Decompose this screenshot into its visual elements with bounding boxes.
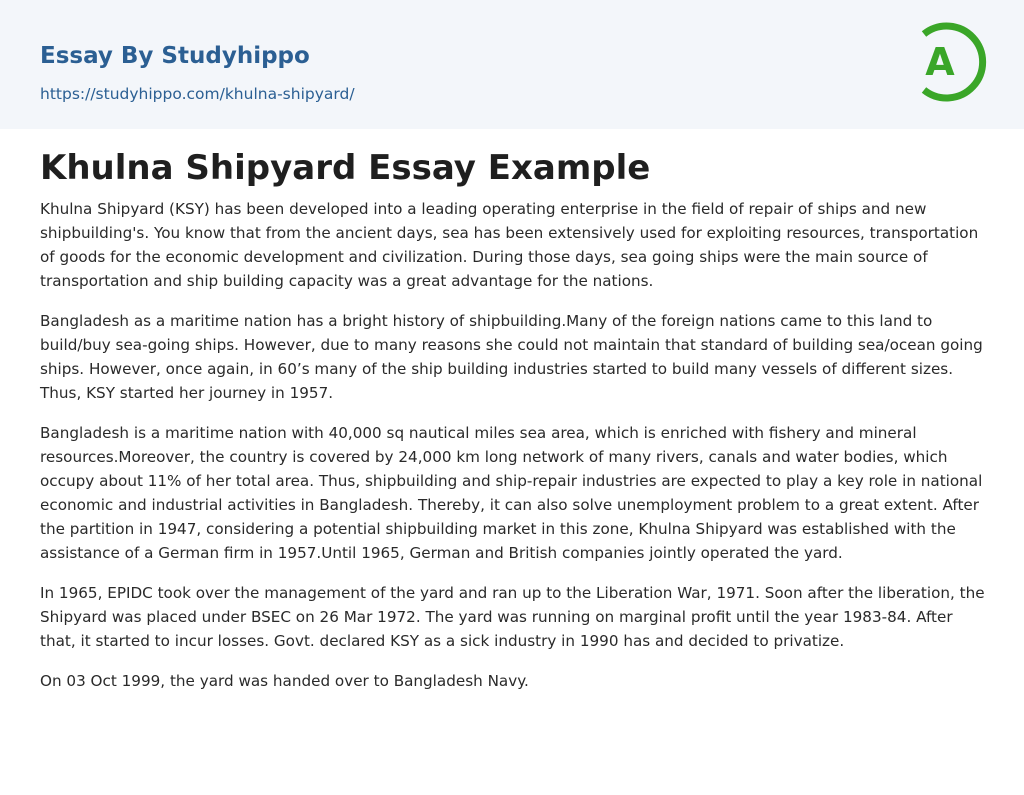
essay-paragraph: Khulna Shipyard (KSY) has been developed into a leading operating enterprise in the field of repair of ships and new shipbuilding's. You know that from the ancient days, sea has been extensively used for exploiting resources, transportation of goods for the economic development and civilization. During those days, sea going ships were the main source of transportation and ship building capacity was a great advantage for the nations. xyxy=(40,200,979,290)
logo-letter: A xyxy=(925,40,955,84)
site-header xyxy=(0,0,1024,129)
page-title: Khulna Shipyard Essay Example xyxy=(40,148,651,188)
essay-paragraph: In 1965, EPIDC took over the management of the yard and ran up to the Liberation War, 1971. Soon after the liberation, the Shipyard was placed under BSEC on 26 Mar 1972. The yard was running on marginal profit until the year 1983-84. After that, it started to incur losses. Govt. declared KSY as a sick industry in 1990 has and decided to privatize. xyxy=(40,584,985,650)
page-url-link[interactable]: https://studyhippo.com/khulna-shipyard/ xyxy=(40,85,355,103)
brand-title[interactable]: Essay By Studyhippo xyxy=(40,43,310,69)
essay-paragraph: Bangladesh as a maritime nation has a bright history of shipbuilding.Many of the foreign nations came to this land to build/buy sea-going ships. However, due to many reasons she could not maintain that standard of building sea/ocean going ships. However, once again, in 60’s many of the ship building industries started to build many vessels of different sizes. Thus, KSY started her journey in 1957. xyxy=(40,312,983,402)
essay-content xyxy=(40,143,986,709)
essay-paragraph: On 03 Oct 1999, the yard was handed over to Bangladesh Navy. xyxy=(40,672,529,690)
studyhippo-logo-icon[interactable] xyxy=(912,18,988,106)
essay-paragraph: Bangladesh is a maritime nation with 40,000 sq nautical miles sea area, which is enriched with fishery and mineral resources.Moreover, the country is covered by 24,000 km long network of many rivers, canals and water bodies, which occupy about 11% of her total area. Thus, shipbuilding and ship-repair industries are expected to play a key role in national economic and industrial activities in Bangladesh. Thereby, it can also solve unemployment problem to a great extent. After the partition in 1947, considering a potential shipbuilding market in this zone, Khulna Shipyard was established with the assistance of a German firm in 1957.Until 1965, German and British companies jointly operated the yard. xyxy=(40,424,983,562)
